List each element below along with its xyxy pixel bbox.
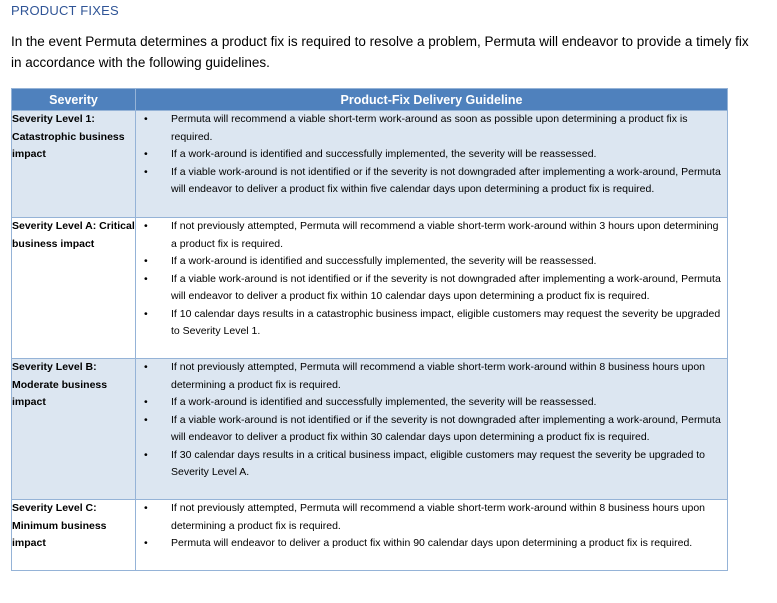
list-item-text: Permuta will recommend a viable short-term work-around as soon as possible upon determining a product fix is required. — [171, 113, 688, 143]
list-item — [136, 500, 727, 535]
table-row — [12, 111, 728, 218]
severity-cell: Severity Level C: Minimum business impact — [12, 500, 136, 571]
guideline-cell — [136, 218, 728, 359]
list-item-text: If a viable work-around is not identified or if the severity is not downgraded after implementing a work-around, Permuta will endeavor to deliver a product fix within 10 calendar days upon determining a product fix is required. — [171, 272, 721, 302]
list-item-text: If 10 calendar days results in a catastrophic business impact, eligible customers may request the severity be upgraded to Severity Level 1. — [171, 307, 721, 337]
list-item-text: If not previously attempted, Permuta will recommend a viable short-term work-around within 3 hours upon determining a product fix is required. — [171, 220, 719, 250]
list-item — [136, 253, 727, 271]
list-item-text: If not previously attempted, Permuta will recommend a viable short-term work-around within 8 business hours upon determining a product fix is required. — [171, 502, 705, 532]
list-item-text: Permuta will endeavor to deliver a product fix within 90 calendar days upon determining a product fix is required. — [171, 537, 693, 549]
table-header-row — [12, 89, 728, 111]
guideline-column-header: Product-Fix Delivery Guideline — [136, 89, 728, 111]
list-item — [136, 412, 727, 447]
list-item-text: If not previously attempted, Permuta will recommend a viable short-term work-around within 8 business hours upon determining a product fix is required. — [171, 361, 705, 391]
section-title: PRODUCT FIXES — [11, 3, 119, 18]
bullet-icon: • — [144, 413, 148, 426]
bullet-icon: • — [144, 255, 148, 267]
guideline-cell — [136, 500, 728, 571]
list-item — [136, 218, 727, 253]
bullet-icon: • — [144, 220, 148, 232]
list-item — [136, 535, 727, 553]
product-fix-table — [11, 88, 728, 571]
bullet-icon: • — [144, 272, 148, 285]
intro-paragraph: In the event Permuta determines a product fix is required to resolve a problem, Permuta will endeavor to provide a timely fix in accordance with the following guidelines. — [11, 34, 749, 70]
severity-cell: Severity Level A: Critical business impact — [12, 218, 136, 359]
list-item — [136, 271, 727, 306]
list-item-text: If a work-around is identified and successfully implemented, the severity will be reassessed. — [171, 396, 597, 408]
list-item — [136, 359, 727, 394]
list-item-text: If a viable work-around is not identified or if the severity is not downgraded after implementing a work-around, Permuta will endeavor to deliver a product fix within five calendar days upon determining a product fix is required. — [171, 165, 721, 195]
table-row — [12, 359, 728, 500]
guideline-cell — [136, 359, 728, 500]
list-item — [136, 146, 727, 164]
bullet-icon: • — [144, 396, 148, 408]
table-row — [12, 218, 728, 359]
list-item — [136, 394, 727, 412]
list-item-text: If 30 calendar days results in a critical business impact, eligible customers may request the severity be upgraded to Severity Level A. — [171, 448, 706, 478]
bullet-icon: • — [144, 361, 148, 373]
severity-column-header: Severity — [12, 89, 136, 111]
list-item — [136, 164, 727, 199]
bullet-icon: • — [144, 537, 148, 549]
list-item — [136, 111, 727, 146]
bullet-icon: • — [144, 448, 148, 461]
bullet-icon: • — [144, 307, 148, 320]
guideline-cell — [136, 111, 728, 218]
list-item — [136, 306, 727, 341]
bullet-icon: • — [144, 502, 148, 514]
list-item-text: If a viable work-around is not identified or if the severity is not downgraded after implementing a work-around, Permuta will endeavor to deliver a product fix within 30 calendar days upon determining a product fix is required. — [171, 413, 721, 443]
bullet-icon: • — [144, 148, 148, 160]
list-item-text: If a work-around is identified and successfully implemented, the severity will be reassessed. — [171, 148, 597, 160]
table-row — [12, 500, 728, 571]
severity-cell: Severity Level 1: Catastrophic business impact — [12, 111, 136, 218]
bullet-icon: • — [144, 113, 148, 125]
list-item-text: If a work-around is identified and successfully implemented, the severity will be reassessed. — [171, 255, 597, 267]
list-item — [136, 447, 727, 482]
severity-cell: Severity Level B: Moderate business impact — [12, 359, 136, 500]
bullet-icon: • — [144, 165, 148, 178]
